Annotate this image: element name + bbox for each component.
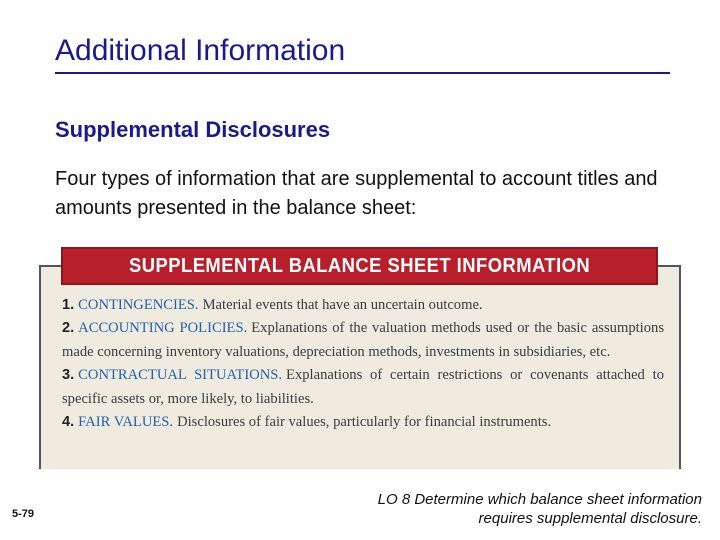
item-number: 1. xyxy=(62,297,75,313)
slide-title: Additional Information xyxy=(55,34,346,67)
lo-note-line-2: requires supplemental disclosure. xyxy=(478,510,702,527)
intro-text: Four types of information that are supplemental to account titles and amounts presented in the balance sheet: xyxy=(55,168,658,219)
list-item xyxy=(62,317,664,364)
item-number: 4. xyxy=(62,414,75,431)
slide-number: 5-79 xyxy=(12,508,35,520)
item-number: 3. xyxy=(62,367,75,384)
lo-note-line-1: LO 8 Determine which balance sheet information xyxy=(377,491,702,508)
panel-banner xyxy=(61,247,658,285)
disclosure-list xyxy=(62,294,664,434)
item-term: FAIR VALUES. xyxy=(78,414,174,431)
item-description: Disclosures of fair values, particularly for financial instruments. xyxy=(177,414,552,431)
item-description: Explanations of certain restrictions or covenants attached to specific assets or, more likely, to liabilities. xyxy=(62,367,664,407)
title-divider xyxy=(55,72,670,74)
item-term: CONTINGENCIES. xyxy=(78,297,199,313)
list-item xyxy=(62,294,664,317)
item-description: Material events that have an uncertain outcome. xyxy=(202,297,483,313)
learning-objective-note xyxy=(282,490,702,528)
list-item xyxy=(62,411,664,434)
item-description: Explanations of the valuation methods used or the basic assumptions made concerning inventory valuations, depreciation methods, investments in subsidiaries, etc. xyxy=(62,320,664,360)
section-heading: Supplemental Disclosures xyxy=(55,117,331,142)
item-term: ACCOUNTING POLICIES. xyxy=(78,320,248,337)
banner-title: SUPPLEMENTAL BALANCE SHEET INFORMATION xyxy=(128,254,591,277)
list-item xyxy=(62,364,664,411)
item-number: 2. xyxy=(62,320,75,337)
item-term: CONTRACTUAL SITUATIONS. xyxy=(78,367,283,384)
